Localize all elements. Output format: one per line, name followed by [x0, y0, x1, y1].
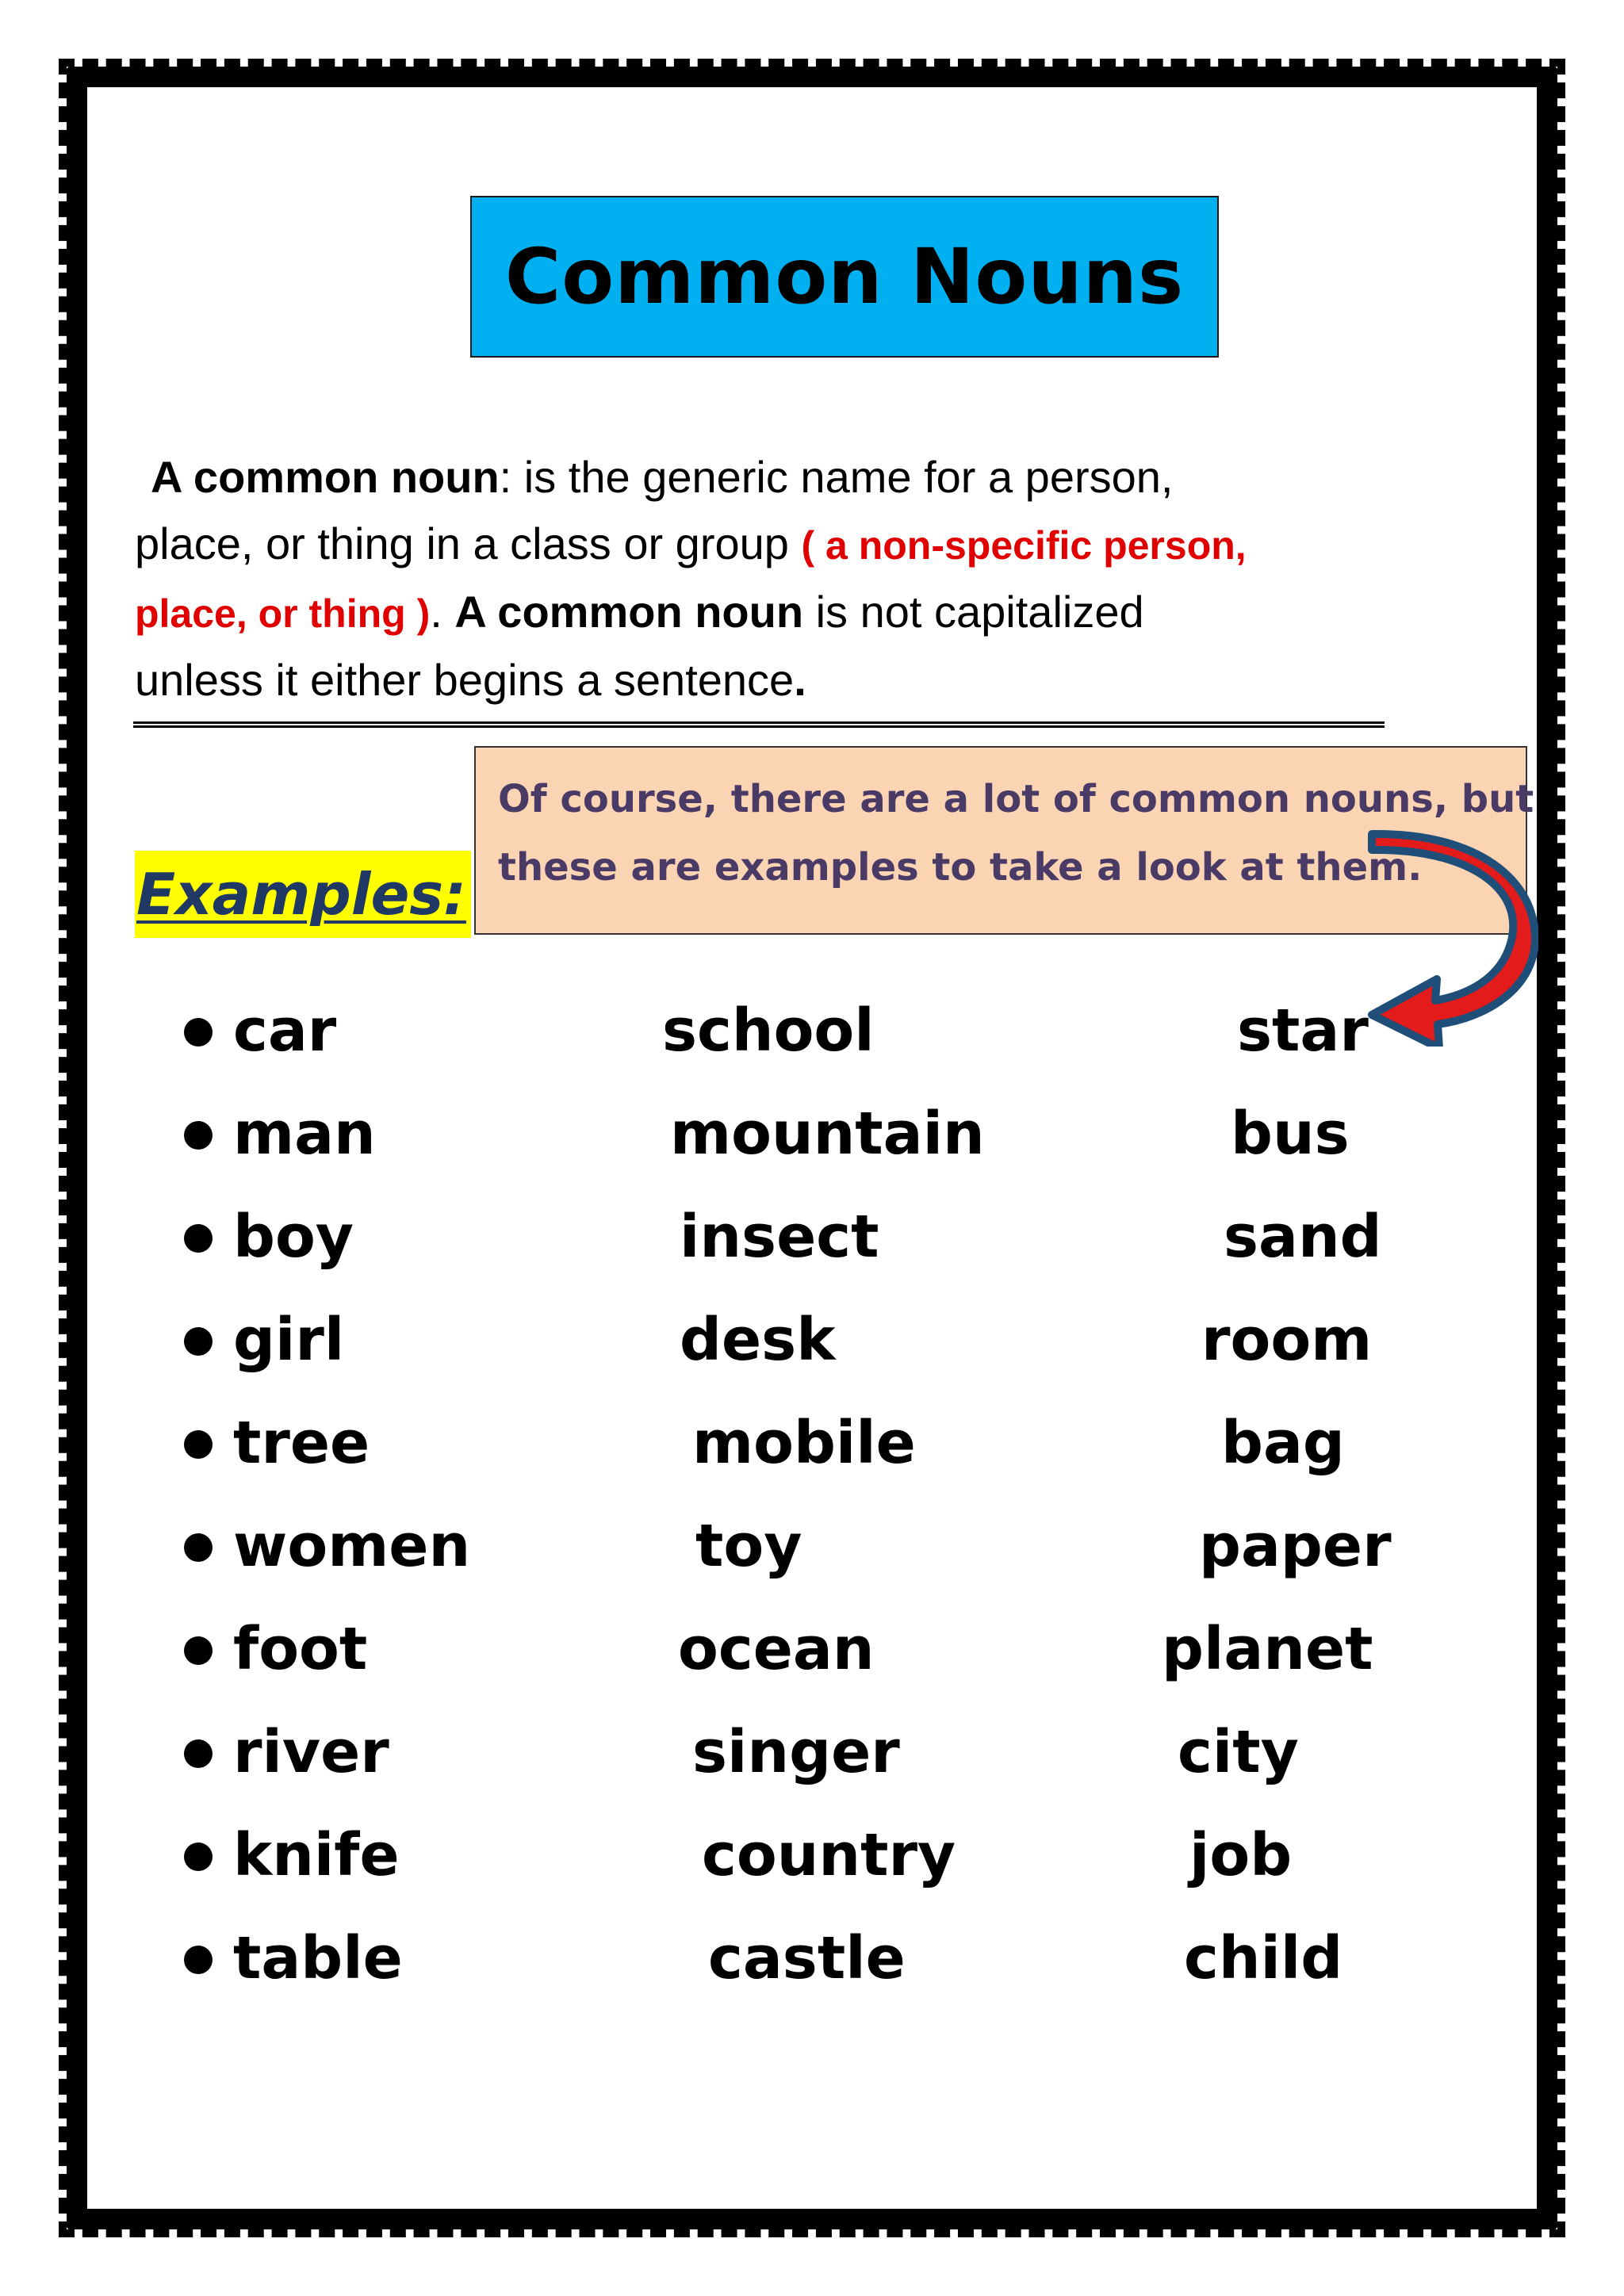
example-word: knife	[233, 1821, 400, 1889]
bullet-dot-icon	[184, 1430, 213, 1459]
definition-line-2	[135, 511, 1388, 579]
example-word: mountain	[670, 1100, 985, 1168]
example-word: planet	[1162, 1615, 1373, 1683]
example-word: school	[662, 997, 875, 1065]
definition-term: A common noun	[151, 452, 500, 502]
example-word: car	[233, 997, 337, 1065]
definition-line-1	[135, 444, 1388, 511]
bullet-dot-icon	[184, 1843, 213, 1871]
callout-line-2: these are examples to take a look at them.	[498, 845, 1423, 890]
example-word: country	[702, 1821, 956, 1889]
definition-line-4	[135, 647, 1388, 714]
example-word: insect	[680, 1203, 879, 1271]
example-word: foot	[233, 1615, 368, 1683]
bullet-dot-icon	[184, 1327, 213, 1356]
example-word: singer	[692, 1718, 900, 1786]
example-word: desk	[680, 1306, 836, 1374]
double-divider	[133, 721, 1385, 728]
bullet-dot-icon	[184, 1018, 213, 1047]
example-word: bus	[1231, 1100, 1350, 1168]
example-word: castle	[708, 1924, 906, 1992]
bullet-dot-icon	[184, 1533, 213, 1562]
definition-text: unless it either begins a sentence	[135, 655, 795, 705]
example-word: room	[1201, 1306, 1373, 1374]
examples-heading: Examples:	[135, 851, 471, 938]
example-word: bag	[1221, 1409, 1345, 1477]
example-word: women	[233, 1512, 471, 1580]
example-word: girl	[233, 1306, 345, 1374]
example-word: tree	[233, 1409, 370, 1477]
definition-highlight: ( a non-specific person,	[801, 523, 1247, 568]
bullet-dot-icon	[184, 1224, 213, 1253]
definition-text: place, or thing in a class or group	[135, 519, 802, 568]
definition-paragraph	[135, 444, 1388, 714]
example-word: man	[233, 1100, 376, 1168]
example-word: boy	[233, 1203, 354, 1271]
example-word: sand	[1224, 1203, 1382, 1271]
example-word: child	[1184, 1924, 1343, 1992]
example-word: table	[233, 1924, 403, 1992]
callout-line-1: Of course, there are a lot of common nouns, but	[498, 777, 1534, 821]
definition-text: .	[430, 587, 455, 637]
definition-line-3	[135, 579, 1388, 647]
definition-text: : is the generic name for a person,	[499, 452, 1174, 502]
example-word: toy	[695, 1512, 802, 1580]
example-word: river	[233, 1718, 389, 1786]
curved-arrow-icon	[1348, 825, 1538, 1047]
bullet-dot-icon	[184, 1121, 213, 1150]
title-box	[470, 196, 1219, 358]
example-word: star	[1237, 997, 1369, 1065]
definition-text: is not capitalized	[803, 587, 1144, 637]
definition-highlight: place, or thing )	[135, 591, 431, 636]
definition-period: .	[794, 655, 806, 705]
example-word: ocean	[678, 1615, 875, 1683]
bullet-dot-icon	[184, 1636, 213, 1665]
page-title: Common Nouns	[504, 232, 1185, 321]
example-word: city	[1178, 1718, 1299, 1786]
definition-term: A common noun	[454, 587, 804, 637]
bullet-dot-icon	[184, 1739, 213, 1768]
example-word: mobile	[692, 1409, 916, 1477]
bullet-dot-icon	[184, 1946, 213, 1974]
example-word: paper	[1199, 1512, 1392, 1580]
example-word: job	[1189, 1821, 1293, 1889]
